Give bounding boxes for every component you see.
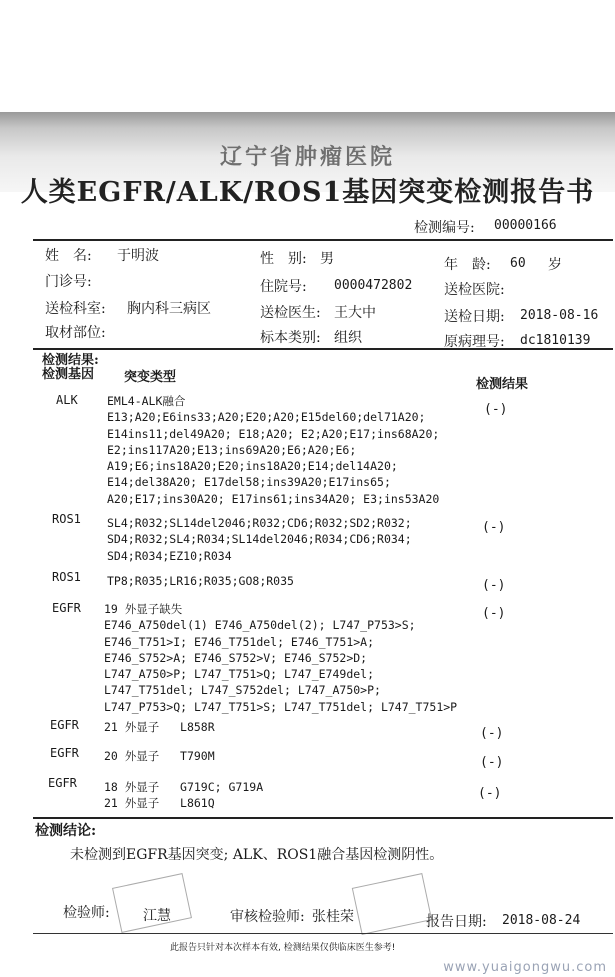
mut-line: 19 外显子缺失 bbox=[104, 602, 183, 616]
row-gene: EGFR bbox=[50, 718, 79, 732]
tester-label: 检验师: bbox=[63, 905, 110, 921]
mut-line: E13;A20;E6ins33;A20;E20;A20;E15del60;del71A20; bbox=[107, 410, 426, 425]
row-gene: ROS1 bbox=[52, 512, 81, 526]
reviewer-label: 审核检验师: bbox=[230, 909, 305, 925]
reviewer-signature: 张桂荣 bbox=[312, 909, 354, 925]
col-gene: 检测基因 bbox=[42, 367, 95, 382]
results-rule bbox=[33, 817, 613, 819]
col-result: 检测结果 bbox=[476, 377, 529, 392]
mut-line: 21 外显子 L861Q bbox=[104, 796, 215, 811]
mut-line: 21 外显子 L858R bbox=[104, 720, 215, 734]
name-label: 姓 名: bbox=[45, 248, 92, 264]
footer-note: 此报告只针对本次样本有效, 检测结果仅供临床医生参考! bbox=[170, 943, 396, 953]
pathology-label: 原病理号: bbox=[444, 334, 505, 350]
sample: 组织 bbox=[334, 330, 362, 346]
mut-line: L747_T751del; L747_S752del; L747_A750>P; bbox=[104, 683, 381, 698]
patient-gender: 男 bbox=[320, 251, 334, 267]
pathology-no: dc1810139 bbox=[520, 333, 591, 348]
row-result: (-) bbox=[482, 606, 506, 621]
mut-line: E746_T751>I; E746_T751del; E746_T751>A; bbox=[104, 634, 375, 649]
mut-line: SD4;R034;EZ10;R034 bbox=[107, 548, 232, 563]
mut-line: E2;ins117A20;E13;ins69A20;E6;A20;E6; bbox=[107, 442, 357, 457]
send-date: 2018-08-16 bbox=[520, 308, 599, 323]
row-mutations bbox=[107, 393, 439, 507]
row-gene: EGFR bbox=[50, 746, 79, 760]
row-gene: EGFR bbox=[48, 776, 77, 790]
gender-label: 性 别: bbox=[260, 251, 307, 267]
mut-line: TP8;R035;LR16;R035;GO8;R035 bbox=[107, 574, 294, 588]
col-type: 突变类型 bbox=[124, 370, 177, 385]
tester-signature: 江慧 bbox=[143, 908, 171, 924]
age-label: 年 龄: bbox=[444, 257, 491, 273]
report-date-label: 报告日期: bbox=[426, 914, 487, 930]
mut-line: 20 外显子 T790M bbox=[104, 749, 215, 763]
date-label: 送检日期: bbox=[444, 309, 505, 325]
mut-line: E14;del38A20; E17del58;ins39A20;E17ins65; bbox=[107, 475, 391, 490]
clinic-label: 门诊号: bbox=[45, 274, 92, 290]
row-gene: EGFR bbox=[52, 601, 81, 615]
hospital-label: 送检医院: bbox=[444, 282, 505, 298]
row-gene: ALK bbox=[56, 393, 78, 407]
row-mutations bbox=[107, 515, 412, 564]
site-label: 取材部位: bbox=[45, 325, 106, 341]
conclusion-text: 未检测到EGFR基因突变; ALK、ROS1融合基因检测阴性。 bbox=[70, 847, 444, 863]
mut-line: A19;E6;ins18A20;E20;ins18A20;E14;del14A20; bbox=[107, 459, 398, 474]
dept: 胸内科三病区 bbox=[127, 301, 211, 317]
mut-line: SL4;R032;SL14del2046;R032;CD6;R032;SD2;R032; bbox=[107, 516, 412, 530]
row-mutations bbox=[104, 779, 263, 812]
sample-label: 标本类别: bbox=[260, 330, 321, 346]
mut-line: 18 外显子 G719C; G719A bbox=[104, 780, 264, 794]
patient-rule bbox=[33, 348, 613, 350]
row-result: (-) bbox=[480, 755, 504, 770]
doctor-label: 送检医生: bbox=[260, 305, 321, 321]
row-gene: ROS1 bbox=[52, 570, 81, 584]
row-result: (-) bbox=[482, 520, 506, 535]
doctor: 王大中 bbox=[334, 305, 376, 321]
patient-name: 于明波 bbox=[117, 248, 159, 264]
site-watermark: www.yuaigongwu.com bbox=[443, 960, 607, 975]
header-rule bbox=[33, 239, 613, 241]
test-no: 00000166 bbox=[494, 218, 557, 233]
age-unit: 岁 bbox=[548, 257, 562, 273]
mut-line: L747_A750>P; L747_T751>Q; L747_E749del; bbox=[104, 667, 375, 682]
patient-age: 60 bbox=[510, 256, 526, 271]
mut-line: L747_P753>Q; L747_T751>S; L747_T751del; L747_T751>P bbox=[104, 699, 458, 714]
row-result: (-) bbox=[478, 786, 502, 801]
results-title: 检测结果: bbox=[42, 353, 99, 368]
inpatient-no: 0000472802 bbox=[334, 278, 413, 293]
row-mutations bbox=[104, 719, 215, 735]
report-title: 人类EGFR/ALK/ROS1基因突变检测报告书 bbox=[20, 177, 595, 208]
footer-rule bbox=[33, 933, 613, 934]
mut-line: SD4;R032;SL4;R034;SL14del2046;R034;CD6;R034; bbox=[107, 532, 412, 547]
test-no-label: 检测编号: bbox=[414, 220, 475, 236]
row-result: (-) bbox=[480, 726, 504, 741]
signature-stamp bbox=[352, 873, 432, 935]
mut-line: EML4-ALK融合 bbox=[107, 394, 186, 408]
row-mutations bbox=[107, 573, 294, 589]
mut-line: E14ins11;del49A20; E18;A20; E2;A20;E17;ins68A20; bbox=[107, 426, 440, 441]
row-mutations bbox=[104, 748, 215, 764]
mut-line: A20;E17;ins30A20; E17ins61;ins34A20; E3;ins53A20 bbox=[107, 491, 440, 506]
report-date: 2018-08-24 bbox=[502, 913, 581, 928]
row-mutations bbox=[104, 601, 457, 715]
mut-line: E746_A750del(1) E746_A750del(2); L747_P753>S; bbox=[104, 618, 416, 633]
dept-label: 送检科室: bbox=[45, 301, 106, 317]
row-result: (-) bbox=[484, 402, 508, 417]
row-result: (-) bbox=[482, 578, 506, 593]
inpatient-label: 住院号: bbox=[260, 279, 307, 295]
mut-line: E746_S752>A; E746_S752>V; E746_S752>D; bbox=[104, 650, 368, 665]
hospital-name: 辽宁省肿瘤医院 bbox=[219, 144, 395, 170]
conclusion-title: 检测结论: bbox=[35, 823, 97, 839]
